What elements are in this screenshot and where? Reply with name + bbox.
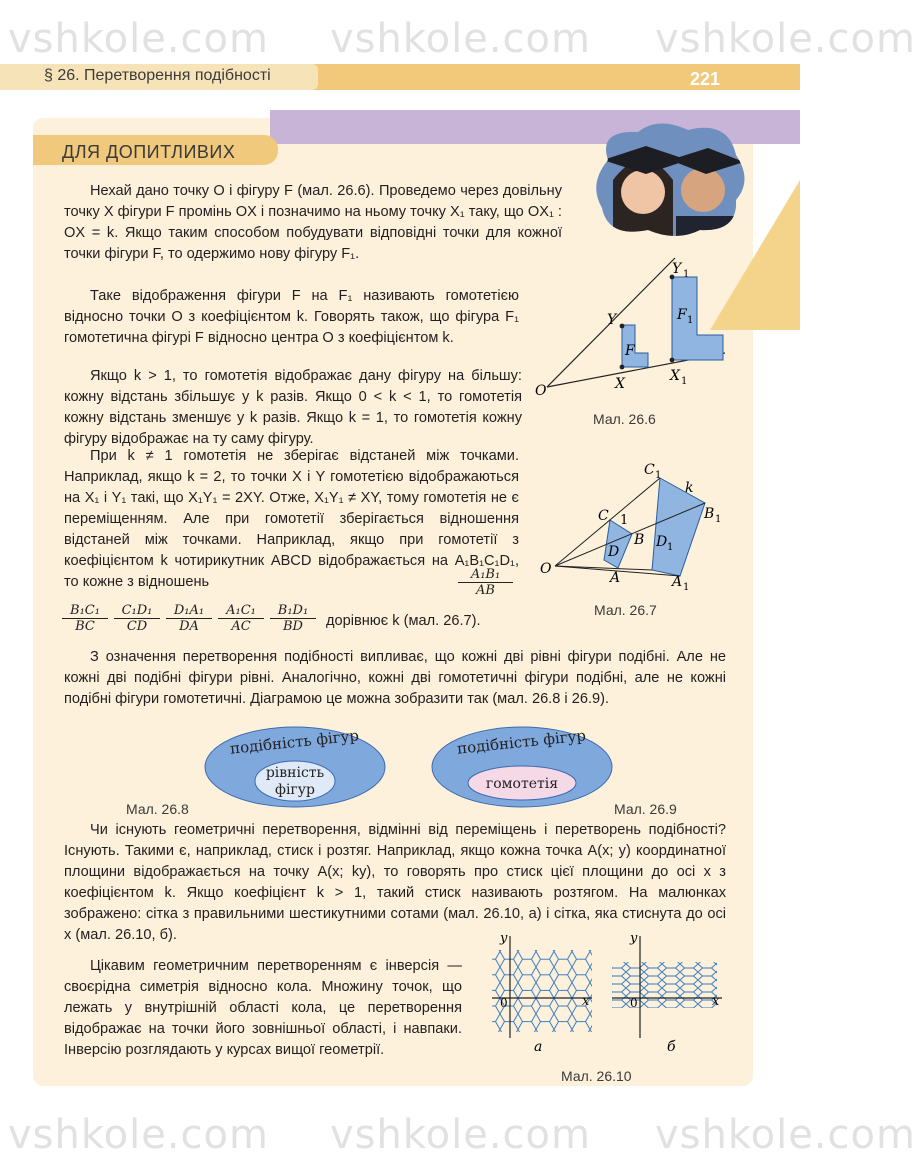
svg-text:1: 1 — [687, 315, 694, 326]
students-photo — [588, 120, 748, 238]
svg-text:C: C — [644, 462, 655, 478]
watermark: vshkole.com — [8, 1112, 269, 1158]
svg-text:x: x — [582, 994, 590, 1009]
section-title: § 26. Перетворення подібності — [44, 67, 271, 84]
svg-text:y: y — [630, 931, 638, 946]
svg-text:B: B — [634, 532, 645, 548]
paragraph-homothety-definition: Нехай дано точку O і фігуру F (мал. 26.6). Проведемо через довільну точку X фігури F промінь OX і позначимо на ньому точку X₁ таку, що OX₁ : OX = k. Якщо таким способом побудувати відповідні точки для кожної точки фігури F, то одержимо нову фігуру F₁. — [64, 183, 562, 262]
watermark: vshkole.com — [8, 16, 269, 62]
box-title: ДЛЯ ДОПИТЛИВИХ — [62, 142, 236, 162]
svg-text:1: 1 — [667, 542, 674, 553]
figure-F-label: F — [625, 343, 635, 359]
fractions-row — [62, 603, 316, 634]
svg-text:B: B — [704, 506, 715, 522]
point-X-label: X — [615, 376, 625, 392]
caption-26-10: Мал. 26.10 — [561, 1068, 632, 1084]
figure-F1-label: F — [677, 307, 687, 323]
point-Y1-label: Y — [672, 261, 682, 277]
caption-26-6: Мал. 26.6 — [593, 411, 656, 427]
fraction: A₁B₁ AB — [458, 567, 513, 598]
fraction: B₁D₁ BD — [270, 603, 316, 634]
figure-26-8-diagram — [203, 723, 387, 809]
point-X1-label: X — [670, 368, 680, 384]
page-number: 221 — [690, 69, 721, 89]
caption-26-7: Мал. 26.7 — [594, 602, 657, 618]
figure-26-10 — [482, 928, 732, 1058]
watermark: vshkole.com — [330, 16, 591, 62]
svg-text:y: y — [500, 931, 508, 946]
point-Y-label: Y — [607, 312, 617, 328]
label-b: б — [667, 1039, 676, 1055]
watermark: vshkole.com — [330, 1112, 591, 1158]
svg-text:C: C — [598, 508, 609, 524]
inner-set-label: гомотетія — [485, 776, 559, 792]
svg-text:x: x — [712, 994, 720, 1009]
svg-text:A: A — [672, 574, 683, 590]
svg-text:1: 1 — [715, 514, 722, 525]
svg-text:O: O — [540, 561, 552, 577]
svg-text:D: D — [656, 534, 668, 550]
svg-text:D: D — [608, 544, 620, 560]
figure-26-6 — [535, 255, 735, 405]
watermark: vshkole.com — [655, 1112, 916, 1158]
paragraph-homothety-term: Таке відображення фігури F на F₁ називають гомотетією відносно точки O з коефіцієнтом k. Говорять також, що фігура F₁ гомотетична фігурі F відносно центра O з коефіцієнтом k. — [64, 288, 519, 346]
svg-text:1: 1 — [681, 376, 688, 387]
svg-text:0: 0 — [500, 996, 508, 1010]
outer-set-label: подібність фігур — [229, 726, 360, 758]
paragraph-coefficient-cases: Якщо k > 1, то гомотетія відображає дану фігуру на більшу: кожну відстань збільшує у k разів. Якщо 0 < k < 1, то гомотетія кожну відстань зменшує у k разів. Якщо k = 1, то гомотетія кожну фігуру відображає на ту саму фігуру. — [64, 368, 522, 447]
fraction: A₁C₁ AC — [218, 603, 264, 634]
point-O-label: O — [535, 383, 547, 399]
svg-text:A: A — [610, 570, 621, 586]
inner-set-label: рівність — [265, 765, 325, 781]
fraction: D₁A₁ DA — [166, 603, 212, 634]
svg-text:1: 1 — [683, 269, 690, 280]
svg-text:1: 1 — [620, 513, 629, 528]
caption-26-9: Мал. 26.9 — [614, 801, 677, 817]
outer-set-label: подібність фігур — [456, 726, 587, 758]
paragraph-compression: Чи існують геометричні перетворення, відмінні від переміщень і перетворень подібності? Існують. Такими є, наприклад, стиск і розтяг. Наприклад, якщо кожна точка A(x; y) координатної площини відображається на точку A(x; ky), то говорять про стиск цієї площини до осі x з коефіцієнтом k. Якщо коефіцієнт k > 1, такий стиск називають розтягом. На малюнках зображено: сітка з правильними шестикутними сотами (мал. 26.10, а) і сітка, яка стиснута до осі x (мал. 26.10, б). — [64, 822, 726, 943]
paragraph-inversion: Цікавим геометричним перетворенням є інверсія — своєрідна симетрія відносно кола. Множину точок, що лежать у внутрішній області кола, це перетворення відображає на точки його зовнішньої області, і навпаки. Інверсію розглядають у курсах вищої геометрії. — [64, 958, 462, 1058]
paragraph-distance-ratio: При k ≠ 1 гомотетія не зберігає відстаней між точками. Наприклад, якщо k = 2, то точки X і Y гомотетією відображаються на X₁ і Y₁ такі, що X₁Y₁ = 2XY. Отже, X₁Y₁ ≠ XY, тому гомотетія не є переміщенням. Але при гомотетії зберігається відношення відстаней між точками. Наприклад, якщо при гомотетії з коефіцієнтом k чотирикутник ABCD відображається на A₁B₁C₁D₁, то кожне з відношень — [64, 448, 519, 590]
caption-26-8: Мал. 26.8 — [126, 801, 189, 817]
paragraph-similarity-diagram: З означення перетворення подібності випливає, що кожні дві рівні фігури подібні. Але не кожні дві подібні фігури рівні. Аналогічно, кожні дві гомотетичні фігури подібні, але не кожні подібні фігури гомотетичні. Діаграмою це можна зобразити так (мал. 26.8 і 26.9). — [64, 649, 726, 707]
svg-text:k: k — [685, 480, 694, 496]
fraction: B₁C₁ BC — [62, 603, 108, 634]
svg-text:фігур: фігур — [275, 782, 315, 798]
fraction: C₁D₁ CD — [114, 603, 160, 634]
figure-26-9-diagram — [430, 723, 614, 809]
figure-26-7 — [540, 458, 740, 600]
watermark: vshkole.com — [655, 16, 916, 62]
fractions-conclusion: дорівнює k (мал. 26.7). — [326, 613, 481, 629]
label-a: а — [534, 1039, 543, 1055]
svg-text:1: 1 — [683, 582, 690, 593]
svg-text:0: 0 — [630, 996, 638, 1010]
svg-text:1: 1 — [655, 470, 662, 481]
